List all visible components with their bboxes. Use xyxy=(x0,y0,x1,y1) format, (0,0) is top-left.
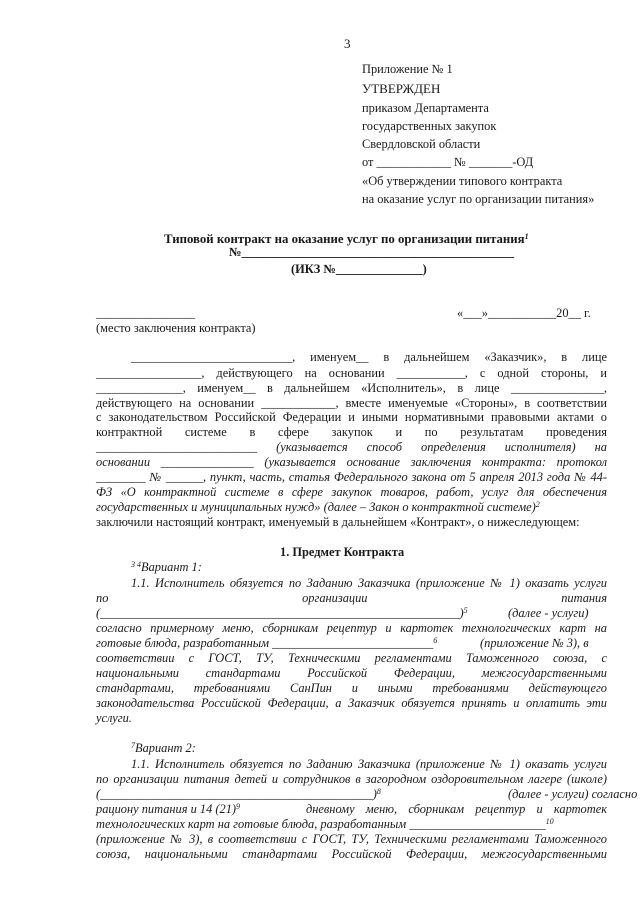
title-footnote-mark: 1 xyxy=(524,232,529,241)
variant-1-line: национальными стандартами Российской Федерации, межгосударственными xyxy=(96,666,607,680)
variant-2-ration-text: рациону питания и 14 (21) xyxy=(96,802,237,816)
variant-2-line: (приложение № 3), в соответствии с ГОСТ, ТУ, Техническими регламентами Таможенного xyxy=(96,832,607,846)
preamble-line xyxy=(96,500,540,515)
variant-1-line: соответствии с ГОСТ, ТУ, Техническими регламентами Таможенного союза, с xyxy=(96,651,607,665)
preamble-footnote-mark: 2 xyxy=(535,500,540,509)
contract-date: «___»___________20__ г. xyxy=(457,306,591,320)
variant-2-line: союза, национальными стандартами Российской Федерации, межгосударственными xyxy=(96,847,607,861)
variant-2-developer-blank: технологических карт на готовые блюда, разработанным ______________________ xyxy=(96,817,546,831)
variant-2-line: по организации питания детей и сотрудников в загородном оздоровительном лагере (школе) xyxy=(96,772,607,786)
footnote-mark: 9 xyxy=(236,802,241,811)
variant-1-developer-blank: готовые блюда, разработанным __________________________ xyxy=(96,636,434,650)
variant-1-line: согласно примерному меню, сборникам рецептур и картотек технологических карт на xyxy=(96,621,607,635)
variant-2-line: дневному меню, сборникам рецептур и картотек xyxy=(306,802,607,816)
variant-2-footnote-mark: 7 xyxy=(131,741,135,750)
variant-2-line: 1.1. Исполнитель обязуется по Заданию Заказчика (приложение № 1) оказать услуги xyxy=(131,757,607,771)
approval-line: государственных закупок xyxy=(362,119,497,133)
approved-label: УТВЕРЖДЕН xyxy=(362,81,441,96)
footnote-mark: 5 xyxy=(463,606,468,615)
footnote-mark: 8 xyxy=(376,787,381,796)
preamble-line: контрактной системе в сфере закупок и по результатам проведения xyxy=(96,425,607,439)
contract-number: №____________________________________________ xyxy=(229,245,515,259)
variant-2-line: (далее - услуги) согласно xyxy=(508,787,638,801)
variant-1-label-text: Вариант 1: xyxy=(141,560,202,574)
variant-1-line xyxy=(96,636,437,651)
variant-1-label xyxy=(131,560,202,575)
preamble-line: с законодательством Российской Федерации и иными нормативными правовыми актами о xyxy=(96,410,607,424)
page-number: 3 xyxy=(344,36,351,51)
approval-line: от ____________ № _______-ОД xyxy=(362,155,534,169)
variant-2-line xyxy=(96,787,381,802)
variant-1-line: по организации питания xyxy=(96,591,607,605)
variant-1-line: 1.1. Исполнитель обязуется по Заданию Заказчика (приложение № 1) оказать услуги xyxy=(131,576,607,590)
section-heading: 1. Предмет Контракта xyxy=(280,545,405,559)
annex-label: Приложение № 1 xyxy=(362,62,453,76)
document-title-text: Типовой контракт на оказание услуг по организации питания xyxy=(164,232,525,246)
variant-1-footnote-marks: 3 4 xyxy=(131,560,141,569)
preamble-line: _________________, действующего на основании ___________, с одной стороны, и xyxy=(96,366,607,380)
footnote-mark: 6 xyxy=(433,636,438,645)
variant-1-line: услуги. xyxy=(96,711,132,725)
preamble-line-text: государственных и муниципальных нужд» (далее – Закон о контрактной системе) xyxy=(96,500,536,514)
preamble-line: действующего на основании ____________, вместе именуемые «Стороны», в соответствии xyxy=(96,396,607,410)
variant-1-line: стандартами, требованиями СанПин и иными требованиями действующего xyxy=(96,681,607,695)
variant-2-label-text: Вариант 2: xyxy=(135,741,196,755)
preamble-line: __________________________ (указывается способ определения исполнителя) на xyxy=(96,440,607,454)
preamble-line: основании _______________ (указывается основание заключения контракта: протокол xyxy=(96,455,607,469)
preamble-line: заключили настоящий контракт, именуемый в дальнейшем «Контракт», о нижеследующем: xyxy=(96,515,580,529)
variant-1-line: законодательства Российской Федерации, а Заказчик обязуется принять и оплатить эти xyxy=(96,696,607,710)
preamble-line: ______________, именуем__ в дальнейшем «Исполнитель», в лице _______________, xyxy=(96,381,607,395)
variant-1-line xyxy=(96,606,468,621)
variant-1-line: (приложение № 3), в xyxy=(480,636,589,650)
approval-line: Свердловской области xyxy=(362,137,481,151)
footnote-mark: 10 xyxy=(545,817,554,826)
ikz-number: (ИКЗ №______________) xyxy=(291,262,427,276)
variant-2-line xyxy=(96,802,240,817)
variant-1-line: (далее - услуги) xyxy=(508,606,589,620)
approval-line: «Об утверждении типового контракта xyxy=(362,174,563,188)
approval-line: на оказание услуг по организации питания» xyxy=(362,192,595,206)
preamble-line: __________________________, именуем__ в дальнейшем «Заказчик», в лице xyxy=(131,350,607,364)
variant-2-line xyxy=(96,817,554,832)
place-blank: ________________ xyxy=(96,306,196,320)
variant-1-paren-blank: (__________________________________________________________) xyxy=(96,606,464,620)
preamble-line: ФЗ «О контрактной системе в сфере закупок товаров, работ, услуг для обеспечения xyxy=(96,485,607,499)
approval-line: приказом Департамента xyxy=(362,101,489,115)
preamble-line: ________ № ______, пункт, часть, статья Федерального закона от 5 апреля 2013 года № 44- xyxy=(96,470,607,484)
place-caption: (место заключения контракта) xyxy=(96,321,256,335)
variant-2-label xyxy=(131,741,196,756)
variant-2-paren-blank: (____________________________________________) xyxy=(96,787,377,801)
